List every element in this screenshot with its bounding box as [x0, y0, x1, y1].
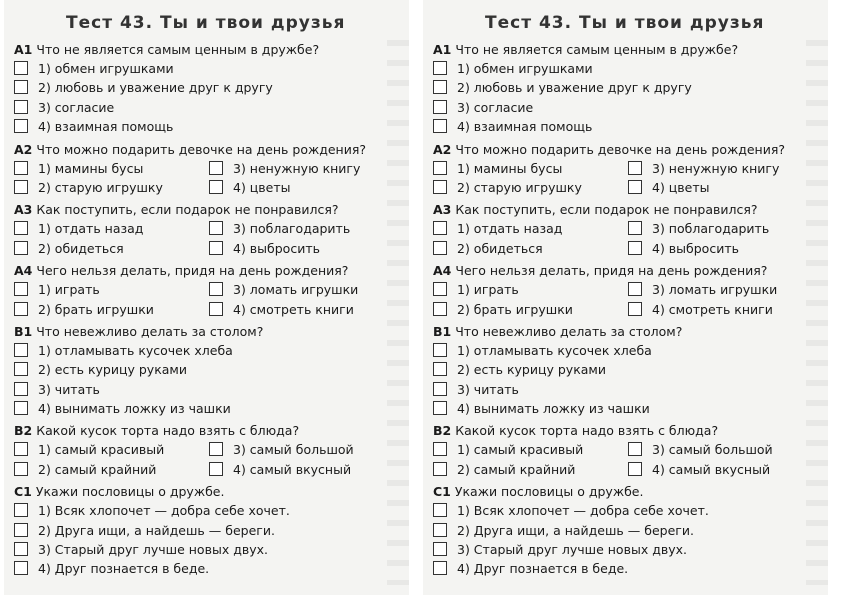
answer-option[interactable] — [14, 501, 409, 520]
answer-option[interactable] — [628, 219, 823, 238]
answer-label: 3) ломать игрушки — [233, 282, 359, 298]
answer-label: 3) поблагодарить — [652, 221, 770, 237]
answer-label: 4) смотреть книги — [652, 301, 773, 317]
answer-row — [14, 159, 409, 178]
answer-label: 2) самый крайний — [457, 461, 576, 477]
answer-label: 4) цветы — [233, 179, 291, 195]
answer-label: 1) самый красивый — [457, 442, 584, 458]
answer-checkbox[interactable] — [628, 180, 642, 194]
answer-checkbox[interactable] — [209, 302, 223, 316]
answer-option[interactable] — [628, 440, 823, 459]
answer-checkbox[interactable] — [433, 282, 447, 296]
question-text: Чего нельзя делать, придя на день рождения? — [36, 263, 349, 279]
answer-checkbox[interactable] — [14, 542, 28, 556]
answer-checkbox[interactable] — [14, 61, 28, 75]
answer-checkbox[interactable] — [209, 241, 223, 255]
answer-option[interactable] — [433, 540, 828, 559]
answer-checkbox[interactable] — [433, 302, 447, 316]
answer-label: 2) обидеться — [38, 240, 124, 256]
answer-checkbox[interactable] — [628, 462, 642, 476]
answer-option[interactable] — [628, 280, 823, 299]
question-c1 — [433, 482, 828, 501]
answer-option[interactable] — [14, 280, 209, 299]
answer-label: 2) любовь и уважение друг к другу — [38, 80, 273, 96]
answer-option[interactable] — [14, 59, 409, 78]
answer-option[interactable] — [14, 300, 209, 319]
answer-checkbox[interactable] — [14, 561, 28, 575]
question-a1 — [433, 40, 828, 59]
question-a4 — [14, 261, 409, 280]
answer-checkbox[interactable] — [14, 302, 28, 316]
answer-label: 3) ломать игрушки — [652, 282, 778, 298]
answer-checkbox[interactable] — [433, 442, 447, 456]
answer-option[interactable] — [14, 341, 409, 360]
question-b1 — [433, 322, 828, 341]
answer-option[interactable] — [433, 219, 628, 238]
page-title: Тест 43. Ты и твои друзья — [485, 13, 765, 33]
answer-checkbox[interactable] — [433, 542, 447, 556]
answer-row — [14, 178, 409, 197]
answer-row — [14, 440, 409, 459]
answer-option[interactable] — [433, 440, 628, 459]
question-number: A3 — [433, 202, 452, 218]
answer-checkbox[interactable] — [628, 302, 642, 316]
answer-label: 4) цветы — [652, 179, 710, 195]
answer-label: 2) есть курицу руками — [38, 362, 187, 378]
answer-option[interactable] — [209, 219, 404, 238]
answer-checkbox[interactable] — [433, 180, 447, 194]
answer-option[interactable] — [209, 280, 404, 299]
answer-row — [14, 280, 409, 299]
answer-checkbox[interactable] — [14, 362, 28, 376]
answer-option[interactable] — [433, 380, 828, 399]
answer-label: 4) смотреть книги — [233, 301, 354, 317]
answer-checkbox[interactable] — [433, 100, 447, 114]
question-text: Как поступить, если подарок не понравился? — [36, 202, 339, 218]
answer-label: 2) брать игрушки — [457, 301, 573, 317]
answer-label: 1) играть — [38, 282, 100, 298]
question-number: A4 — [14, 263, 33, 279]
answer-option[interactable] — [209, 239, 404, 258]
answer-checkbox[interactable] — [433, 221, 447, 235]
answer-option[interactable] — [433, 178, 628, 197]
answer-label: 2) Друга ищи, а найдешь — береги. — [38, 522, 275, 538]
answer-label: 4) Друг познается в беде. — [457, 561, 629, 577]
answer-label: 1) отламывать кусочек хлеба — [457, 342, 652, 358]
answer-checkbox[interactable] — [209, 282, 223, 296]
answer-option[interactable] — [209, 460, 404, 479]
answer-checkbox[interactable] — [209, 442, 223, 456]
answer-option[interactable] — [14, 399, 409, 418]
answer-row — [433, 178, 828, 197]
answer-option[interactable] — [14, 559, 409, 578]
answer-label: 1) отламывать кусочек хлеба — [38, 342, 233, 358]
answer-checkbox[interactable] — [433, 503, 447, 517]
answer-row — [433, 280, 828, 299]
answer-checkbox[interactable] — [628, 282, 642, 296]
question-text: Чего нельзя делать, придя на день рождения? — [455, 263, 768, 279]
answer-checkbox[interactable] — [433, 119, 447, 133]
question-c1 — [14, 482, 409, 501]
question-text: Что можно подарить девочке на день рождения? — [455, 141, 786, 157]
answer-option[interactable] — [433, 159, 628, 178]
answer-label: 3) Старый друг лучше новых двух. — [457, 542, 687, 558]
answer-option[interactable] — [209, 159, 404, 178]
answer-row — [14, 300, 409, 319]
answer-option[interactable] — [433, 239, 628, 258]
question-number: C1 — [433, 484, 451, 500]
question-text: Какой кусок торта надо взять с блюда? — [36, 423, 300, 439]
answer-label: 1) Всяк хлопочет — добра себе хочет. — [38, 503, 290, 519]
answer-label: 3) поблагодарить — [233, 221, 351, 237]
question-number: A2 — [14, 141, 33, 157]
answer-label: 3) ненужную книгу — [233, 160, 361, 176]
answer-label: 2) старую игрушку — [38, 179, 163, 195]
answer-checkbox[interactable] — [433, 401, 447, 415]
worksheet-right — [423, 0, 828, 595]
answer-option[interactable] — [14, 360, 409, 379]
answer-checkbox[interactable] — [209, 161, 223, 175]
answer-label: 3) ненужную книгу — [652, 160, 780, 176]
question-a2 — [433, 140, 828, 159]
answer-row — [433, 219, 828, 238]
answer-label: 3) согласие — [38, 99, 115, 115]
answer-checkbox[interactable] — [14, 221, 28, 235]
question-text: Что не является самым ценным в дружбе? — [36, 42, 320, 57]
question-number: B1 — [14, 323, 33, 339]
answer-row — [14, 239, 409, 258]
answer-checkbox[interactable] — [14, 241, 28, 255]
answer-label: 1) играть — [457, 282, 519, 298]
answer-checkbox[interactable] — [14, 119, 28, 133]
answer-option[interactable] — [209, 300, 404, 319]
question-a1 — [14, 40, 409, 59]
question-number: A4 — [433, 263, 452, 279]
question-text: Какой кусок торта надо взять с блюда? — [455, 423, 719, 439]
answer-label: 1) обмен игрушками — [457, 61, 593, 76]
answer-option[interactable] — [433, 521, 828, 540]
question-text: Что не является самым ценным в дружбе? — [455, 42, 739, 57]
question-number: B2 — [433, 423, 452, 439]
answer-checkbox[interactable] — [14, 462, 28, 476]
answer-checkbox[interactable] — [433, 382, 447, 396]
question-number: B2 — [14, 423, 33, 439]
answer-label: 1) самый красивый — [38, 442, 165, 458]
answer-option[interactable] — [14, 178, 209, 197]
question-number: A3 — [14, 202, 33, 218]
question-number: B1 — [433, 323, 452, 339]
answer-option[interactable] — [433, 399, 828, 418]
answer-option[interactable] — [433, 98, 828, 117]
answer-label: 3) согласие — [457, 99, 534, 115]
question-number: A2 — [433, 141, 452, 157]
question-text: Укажи пословицы о дружбе. — [35, 484, 225, 500]
answer-checkbox[interactable] — [14, 401, 28, 415]
question-text: Что невежливо делать за столом? — [455, 323, 683, 339]
answer-row — [433, 159, 828, 178]
answer-label: 4) самый вкусный — [233, 461, 352, 477]
answer-row — [433, 460, 828, 479]
answer-option[interactable] — [14, 239, 209, 258]
answer-checkbox[interactable] — [14, 100, 28, 114]
answer-option[interactable] — [433, 78, 828, 97]
answer-checkbox[interactable] — [433, 161, 447, 175]
answer-option[interactable] — [14, 159, 209, 178]
answer-label: 2) любовь и уважение друг к другу — [457, 80, 692, 96]
answer-label: 3) самый большой — [233, 442, 354, 458]
answer-label: 4) вынимать ложку из чашки — [38, 401, 231, 417]
answer-checkbox[interactable] — [14, 343, 28, 357]
answer-checkbox[interactable] — [433, 462, 447, 476]
answer-label: 4) взаимная помощь — [457, 119, 593, 135]
answer-label: 3) читать — [457, 381, 519, 397]
answer-option[interactable] — [209, 178, 404, 197]
answer-checkbox[interactable] — [209, 462, 223, 476]
answer-option[interactable] — [433, 117, 828, 136]
question-b2 — [433, 421, 828, 440]
answer-row — [14, 460, 409, 479]
answer-option[interactable] — [433, 460, 628, 479]
answer-label: 2) брать игрушки — [38, 301, 154, 317]
answer-checkbox[interactable] — [14, 503, 28, 517]
answer-option[interactable] — [14, 540, 409, 559]
worksheet-left — [4, 0, 409, 595]
answer-label: 4) самый вкусный — [652, 461, 771, 477]
answer-option[interactable] — [14, 380, 409, 399]
answer-label: 2) старую игрушку — [457, 179, 582, 195]
answer-checkbox[interactable] — [433, 343, 447, 357]
answer-option[interactable] — [628, 300, 823, 319]
answer-checkbox[interactable] — [433, 80, 447, 94]
answer-label: 1) мамины бусы — [38, 160, 144, 176]
answer-option[interactable] — [209, 440, 404, 459]
answer-option[interactable] — [433, 300, 628, 319]
answer-checkbox[interactable] — [14, 382, 28, 396]
answer-row — [14, 219, 409, 238]
answer-label: 3) Старый друг лучше новых двух. — [38, 542, 268, 558]
question-number: C1 — [14, 484, 32, 500]
answer-label: 2) самый крайний — [38, 461, 157, 477]
answer-checkbox[interactable] — [14, 80, 28, 94]
answer-option[interactable] — [14, 460, 209, 479]
answer-option[interactable] — [628, 460, 823, 479]
answer-option[interactable] — [14, 219, 209, 238]
answer-option[interactable] — [628, 159, 823, 178]
answer-checkbox[interactable] — [433, 523, 447, 537]
question-text: Укажи пословицы о дружбе. — [454, 484, 644, 500]
answer-checkbox[interactable] — [433, 241, 447, 255]
answer-option[interactable] — [433, 280, 628, 299]
answer-checkbox[interactable] — [14, 523, 28, 537]
answer-label: 4) Друг познается в беде. — [38, 561, 210, 577]
answer-label: 2) Друга ищи, а найдешь — береги. — [457, 522, 694, 538]
question-a4 — [433, 261, 828, 280]
answer-option[interactable] — [628, 178, 823, 197]
answer-option[interactable] — [433, 360, 828, 379]
answer-checkbox[interactable] — [209, 221, 223, 235]
answer-label: 1) мамины бусы — [457, 160, 563, 176]
answer-option[interactable] — [14, 440, 209, 459]
answer-checkbox[interactable] — [14, 180, 28, 194]
question-a3 — [433, 200, 828, 219]
answer-checkbox[interactable] — [628, 161, 642, 175]
question-b2 — [14, 421, 409, 440]
page-title: Тест 43. Ты и твои друзья — [66, 13, 346, 33]
answer-option[interactable] — [628, 239, 823, 258]
answer-option[interactable] — [433, 559, 828, 578]
answer-row — [433, 300, 828, 319]
answer-label: 3) читать — [38, 381, 100, 397]
answer-checkbox[interactable] — [14, 282, 28, 296]
question-a3 — [14, 200, 409, 219]
answer-checkbox[interactable] — [14, 161, 28, 175]
question-text: Что невежливо делать за столом? — [36, 323, 264, 339]
answer-label: 1) Всяк хлопочет — добра себе хочет. — [457, 503, 709, 519]
answer-checkbox[interactable] — [433, 561, 447, 575]
answer-label: 4) выбросить — [652, 240, 739, 256]
answer-checkbox[interactable] — [628, 221, 642, 235]
answer-row — [433, 239, 828, 258]
answer-label: 2) есть курицу руками — [457, 362, 606, 378]
answer-label: 3) самый большой — [652, 442, 773, 458]
question-text: Как поступить, если подарок не понравился? — [455, 202, 758, 218]
question-b1 — [14, 322, 409, 341]
answer-checkbox[interactable] — [14, 442, 28, 456]
answer-checkbox[interactable] — [433, 362, 447, 376]
question-number: A1 — [433, 42, 452, 57]
answer-option[interactable] — [433, 59, 828, 78]
answer-label: 4) выбросить — [233, 240, 320, 256]
answer-option[interactable] — [14, 78, 409, 97]
answer-option[interactable] — [14, 98, 409, 117]
question-text: Что можно подарить девочке на день рождения? — [36, 141, 367, 157]
answer-option[interactable] — [433, 341, 828, 360]
answer-option[interactable] — [14, 117, 409, 136]
answer-label: 4) взаимная помощь — [38, 119, 174, 135]
question-number: A1 — [14, 42, 33, 57]
answer-checkbox[interactable] — [209, 180, 223, 194]
answer-row — [433, 440, 828, 459]
answer-label: 1) отдать назад — [38, 221, 144, 237]
answer-option[interactable] — [14, 521, 409, 540]
answer-label: 1) обмен игрушками — [38, 61, 174, 76]
answer-checkbox[interactable] — [628, 442, 642, 456]
answer-checkbox[interactable] — [628, 241, 642, 255]
answer-label: 1) отдать назад — [457, 221, 563, 237]
question-a2 — [14, 140, 409, 159]
answer-label: 2) обидеться — [457, 240, 543, 256]
answer-checkbox[interactable] — [433, 61, 447, 75]
answer-option[interactable] — [433, 501, 828, 520]
answer-label: 4) вынимать ложку из чашки — [457, 401, 650, 417]
